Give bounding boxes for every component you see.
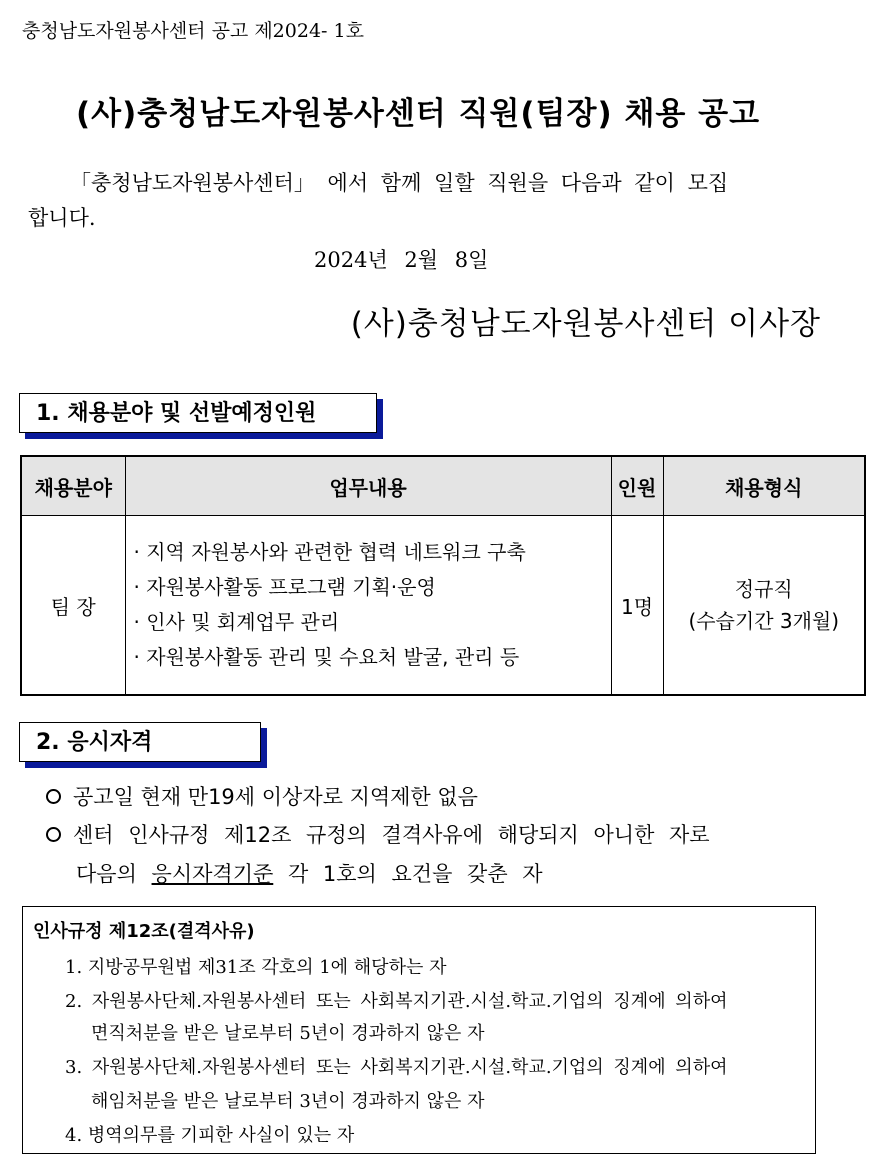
regulation-item: 2. 자원봉사단체.자원봉사센터 또는 사회복지기관.시설.학교.기업의 징계에 의하여 xyxy=(65,991,728,1012)
duty-item xyxy=(134,570,610,605)
regulation-item-cont: 해임처분을 받은 날로부터 3년이 경과하지 않은 자 xyxy=(91,1091,485,1112)
qualification-text: 공고일 현재 만19세 이상자로 지역제한 없음 xyxy=(73,785,478,809)
table-header-row xyxy=(21,456,865,516)
duty-item: · 지역 자원봉사와 관련한 협력 네트워크 구축 xyxy=(133,540,526,564)
cell-type xyxy=(663,516,865,696)
duty-item: · 자원봉사활동 관리 및 수요처 발굴, 관리 등 xyxy=(133,645,520,669)
regulation-item: 3. 자원봉사단체.자원봉사센터 또는 사회복지기관.시설.학교.기업의 징계에 의하여 xyxy=(65,1057,728,1078)
cell-count: 1명 xyxy=(611,516,663,696)
cell-duties xyxy=(125,516,611,696)
circle-bullet-icon xyxy=(46,827,61,842)
section-2-heading: 2. 응시자격 xyxy=(19,722,261,762)
intro-text-line-1: 「충청남도자원봉사센터」 에서 함께 일할 직원을 다음과 같이 모집 xyxy=(70,171,729,195)
intro-text-line-2: 합니다. xyxy=(28,206,96,230)
col-header-duties: 업무내용 xyxy=(125,456,611,516)
regulation-item: 1. 지방공무원법 제31조 각호의 1에 해당하는 자 xyxy=(65,957,447,978)
col-header-field: 채용분야 xyxy=(21,456,125,516)
duty-item-text: · 자원봉사활동 프로그램 기획·운영 xyxy=(133,575,436,599)
qualification-cont-post: 각 1호의 요건을 갖춘 자 xyxy=(287,862,543,886)
col-header-type: 채용형식 xyxy=(663,456,865,516)
regulation-box xyxy=(22,906,816,1154)
issuer-name: (사)충청남도자원봉사센터 이사장 xyxy=(350,306,821,342)
section-1-heading: 1. 채용분야 및 선발예정인원 xyxy=(19,393,377,433)
regulation-title: 인사규정 제12조(결격사유) xyxy=(33,921,255,942)
regulation-item: 4. 병역의무를 기피한 사실이 있는 자 xyxy=(65,1125,355,1146)
type-line-1: 정규직 xyxy=(734,577,793,601)
qualification-item xyxy=(46,781,478,811)
cell-field: 팀 장 xyxy=(21,516,125,696)
recruitment-table xyxy=(20,455,866,696)
qualification-criteria-term: 응시자격기준 xyxy=(151,862,274,886)
qualification-text: 센터 인사규정 제12조 규정의 결격사유에 해당되지 아니한 자로 xyxy=(73,823,710,847)
col-header-count: 인원 xyxy=(611,456,663,516)
qualification-item xyxy=(46,819,710,849)
table-row xyxy=(21,516,865,696)
duty-item: · 인사 및 회계업무 관리 xyxy=(133,610,340,634)
notice-number: 충청남도자원봉사센터 공고 제2024- 1호 xyxy=(22,20,364,42)
qualification-cont-pre: 다음의 xyxy=(76,862,137,886)
page-title: (사)충청남도자원봉사센터 직원(팀장) 채용 공고 xyxy=(76,96,761,132)
type-line-2: (수습기간 3개월) xyxy=(688,609,840,633)
qualification-item-continued xyxy=(76,858,543,888)
regulation-item-cont: 면직처분을 받은 날로부터 5년이 경과하지 않은 자 xyxy=(91,1023,485,1044)
notice-date: 2024년 2월 8일 xyxy=(314,248,489,272)
circle-bullet-icon xyxy=(46,789,61,804)
